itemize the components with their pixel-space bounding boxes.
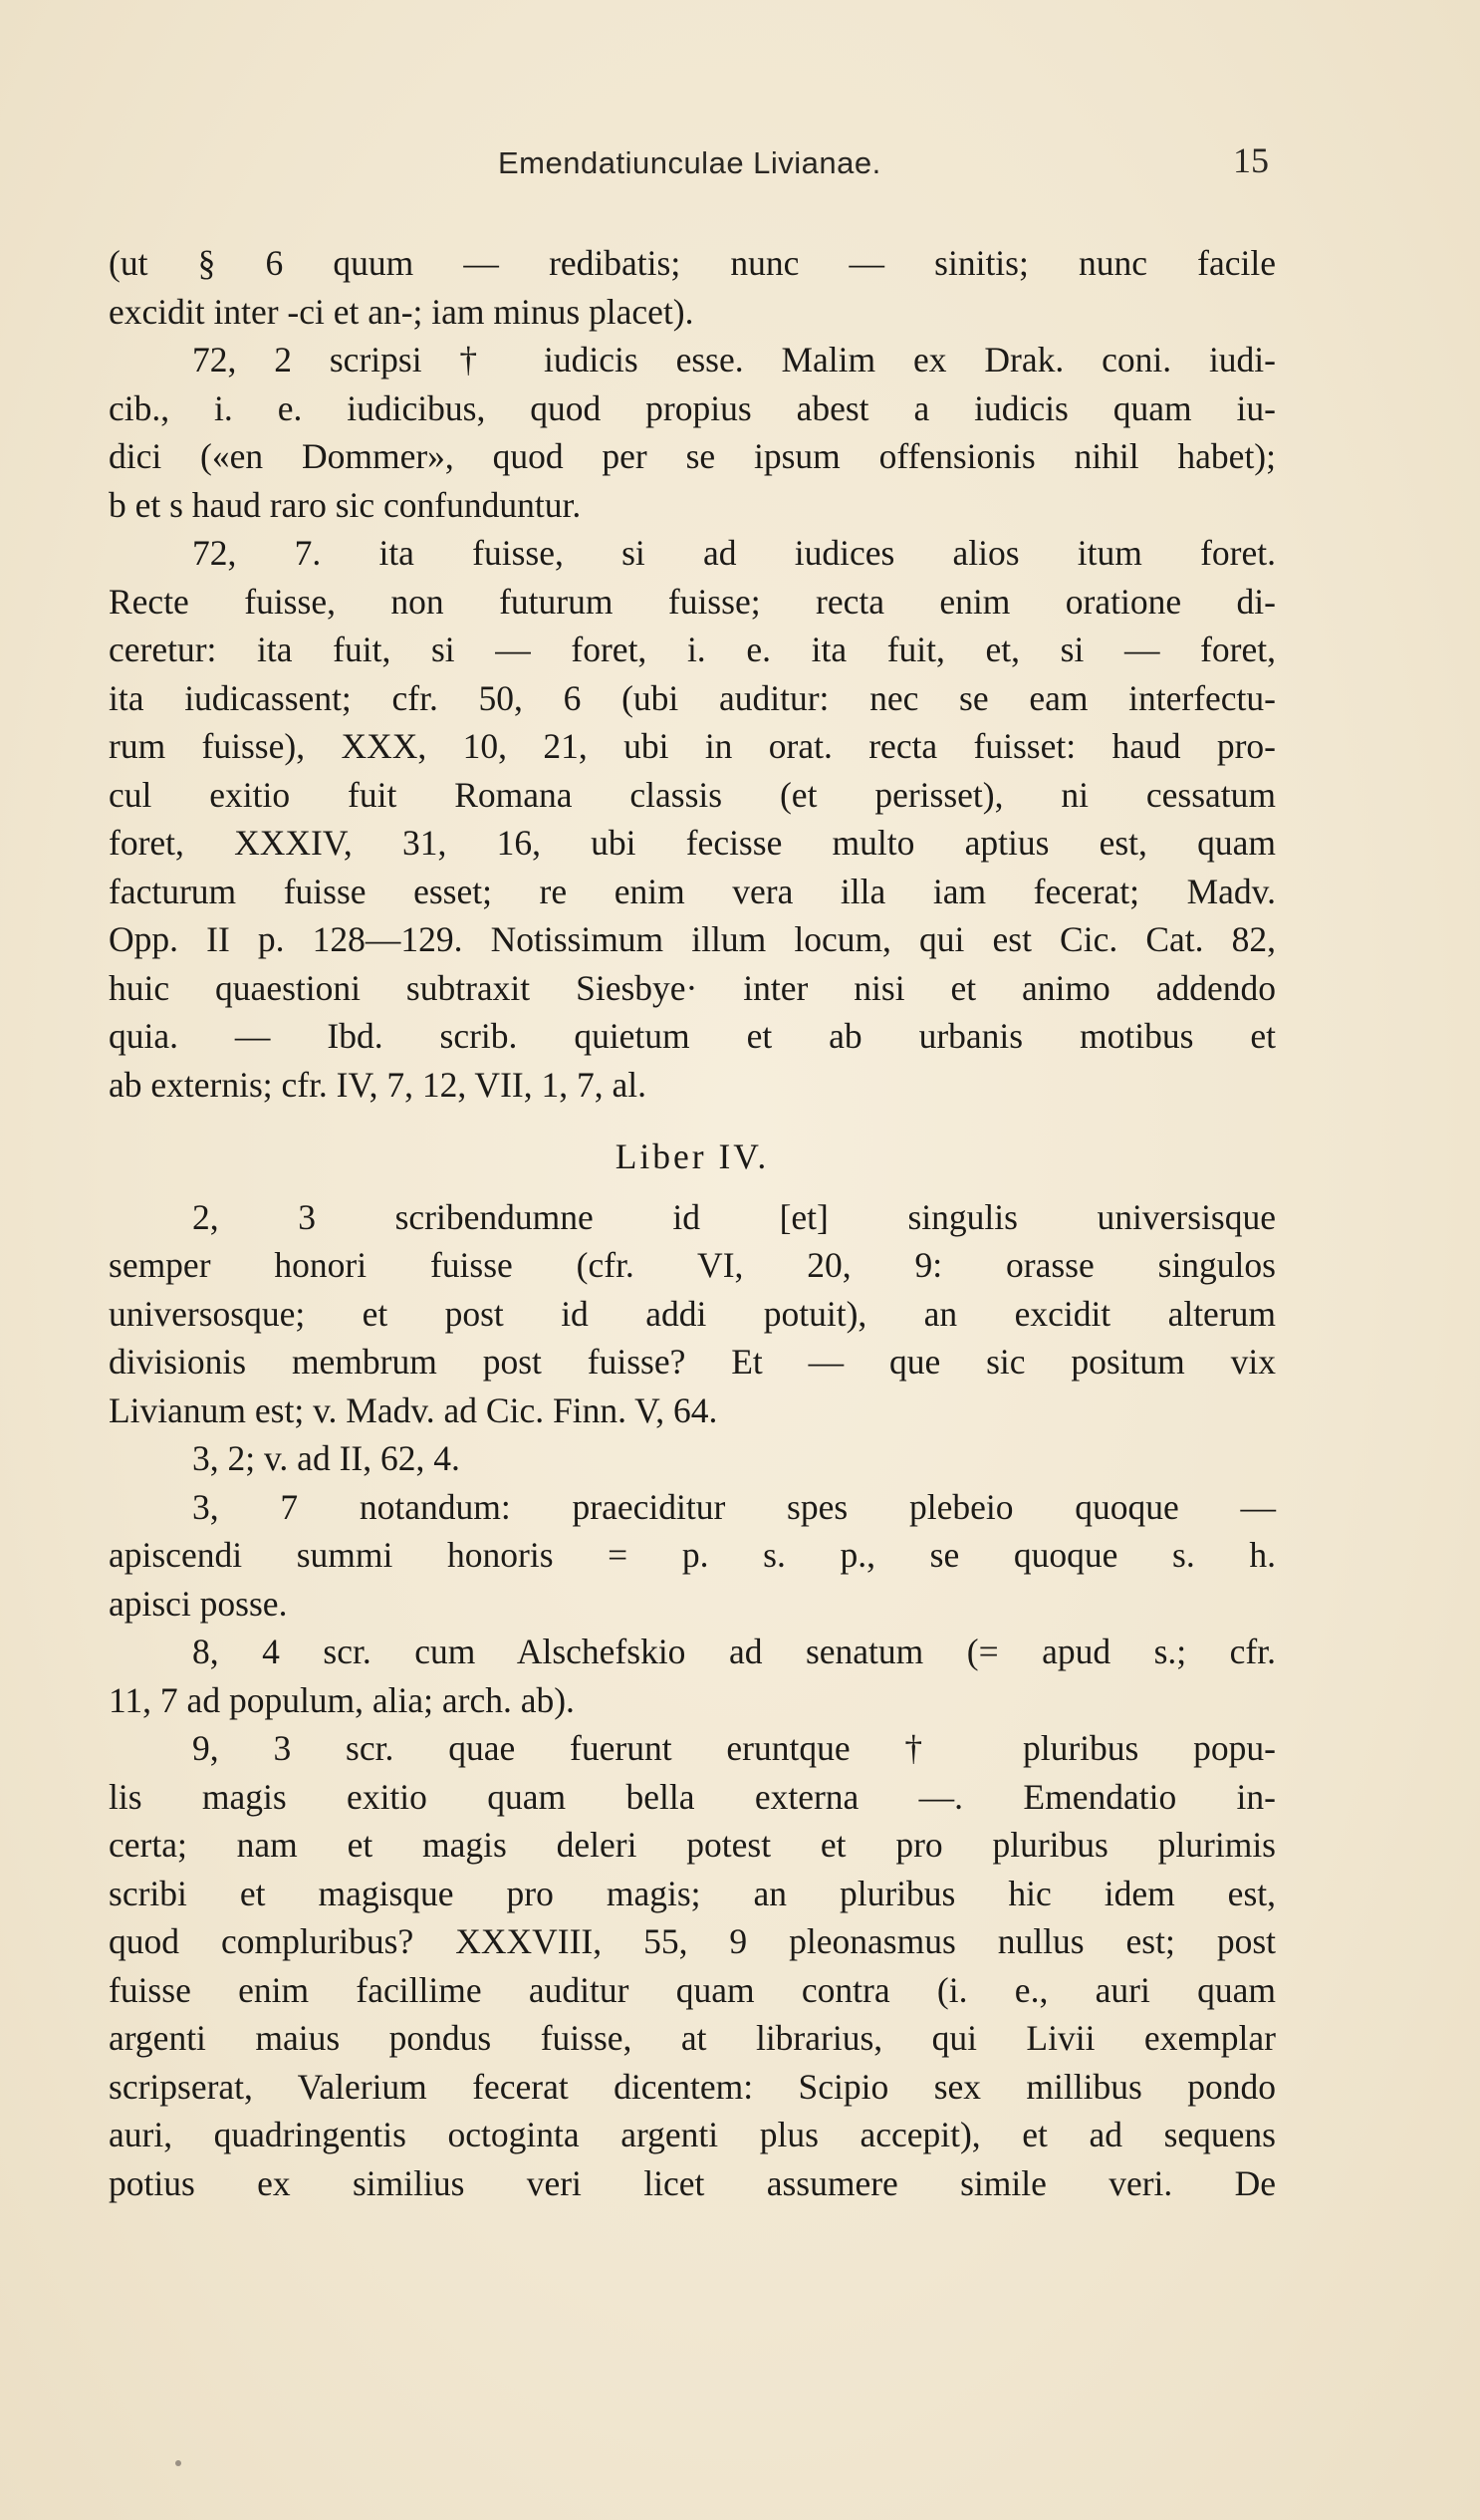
text-line: Recte fuisse, non futurum fuisse; recta enim oratione di- [109,581,1276,622]
text-line: universosque; et post id addi potuit), an excidit alterum [109,1293,1276,1334]
text-line: huic quaestioni subtraxit Siesbye· inter nisi et animo addendo [109,967,1276,1008]
body-text [109,239,1276,2207]
text-line: 72, 2 scripsi † iudicis esse. Malim ex Drak. coni. iudi- [192,340,1276,379]
text-line: 3, 2; v. ad II, 62, 4. [192,1438,460,1478]
text-line: ab externis; cfr. IV, 7, 12, VII, 1, 7, al. [109,1064,646,1105]
running-title: Emendatiunculae Livianae. [498,145,881,180]
text-line: divisionis membrum post fuisse? Et — que sic positum vix [109,1342,1276,1382]
page-number: 15 [1233,140,1269,180]
text-line: auri, quadringentis octoginta argenti plus accepit), et ad sequens [109,2115,1276,2154]
text-line: cul exitio fuit Romana classis (et perisset), ni cessatum [109,774,1276,815]
text-line: b et s haud raro sic confunduntur. [109,484,582,525]
text-line: facturum fuisse esset; re enim vera illa iam fecerat; Madv. [109,871,1276,911]
text-line: fuisse enim facillime auditur quam contra (i. e., auri quam [109,1969,1276,2010]
text-line: 72, 7. ita fuisse, si ad iudices alios itum foret. [192,533,1276,573]
text-line: 2, 3 scribendumne id [et] singulis universisque [192,1196,1276,1237]
text-line: apisci posse. [109,1583,288,1624]
text-line: excidit inter -ci et an-; iam minus placet). [109,291,694,332]
text-line: rum fuisse), XXX, 10, 21, ubi in orat. recta fuisset: haud pro- [109,726,1276,766]
text-line: 8, 4 scr. cum Alschefskio ad senatum (= apud s.; cfr. [192,1632,1276,1671]
text-line: (ut § 6 quum — redibatis; nunc — sinitis; nunc facile [109,243,1276,283]
text-line: 9, 3 scr. quae fuerunt eruntque † pluribus popu- [192,1728,1276,1768]
text-line: scripserat, Valerium fecerat dicentem: Scipio sex millibus pondo [109,2066,1276,2107]
text-line: semper honori fuisse (cfr. VI, 20, 9: orasse singulos [109,1245,1276,1285]
text-line: potius ex similius veri licet assumere simile veri. De [109,2162,1276,2203]
text-line: scribi et magisque pro magis; an pluribus hic idem est, [109,1873,1276,1913]
text-line: quia. — Ibd. scrib. quietum et ab urbanis motibus et [109,1016,1276,1056]
text-line: cib., i. e. iudicibus, quod propius abest a iudicis quam iu- [109,387,1276,428]
text-line: dici («en Dommer», quod per se ipsum offensionis nihil habet); [109,436,1276,476]
text-line: Opp. II p. 128—129. Notissimum illum locum, qui est Cic. Cat. 82, [109,919,1276,959]
text-line: 3, 7 notandum: praeciditur spes plebeio quoque — [192,1486,1276,1527]
text-line: apiscendi summi honoris = p. s. p., se quoque s. h. [109,1535,1276,1575]
text-line: ita iudicassent; cfr. 50, 6 (ubi auditur: nec se eam interfectu- [109,677,1276,718]
text-line: foret, XXXIV, 31, 16, ubi fecisse multo aptius est, quam [109,823,1276,863]
text-line: Livianum est; v. Madv. ad Cic. Finn. V, 64. [109,1389,718,1430]
text-line: lis magis exitio quam bella externa —. Emendatio in- [109,1776,1276,1817]
text-line: certa; nam et magis deleri potest et pro pluribus plurimis [109,1825,1276,1865]
text-line: argenti maius pondus fuisse, at librarius, qui Livii exemplar [109,2018,1276,2058]
section-heading: Liber IV. [615,1136,770,1176]
ink-speck [175,2460,181,2466]
text-line: quod compluribus? XXXVIII, 55, 9 pleonasmus nullus est; post [109,1921,1276,1961]
text-line: 11, 7 ad populum, alia; arch. ab). [109,1679,575,1720]
text-line: ceretur: ita fuit, si — foret, i. e. ita fuit, et, si — foret, [109,630,1276,669]
